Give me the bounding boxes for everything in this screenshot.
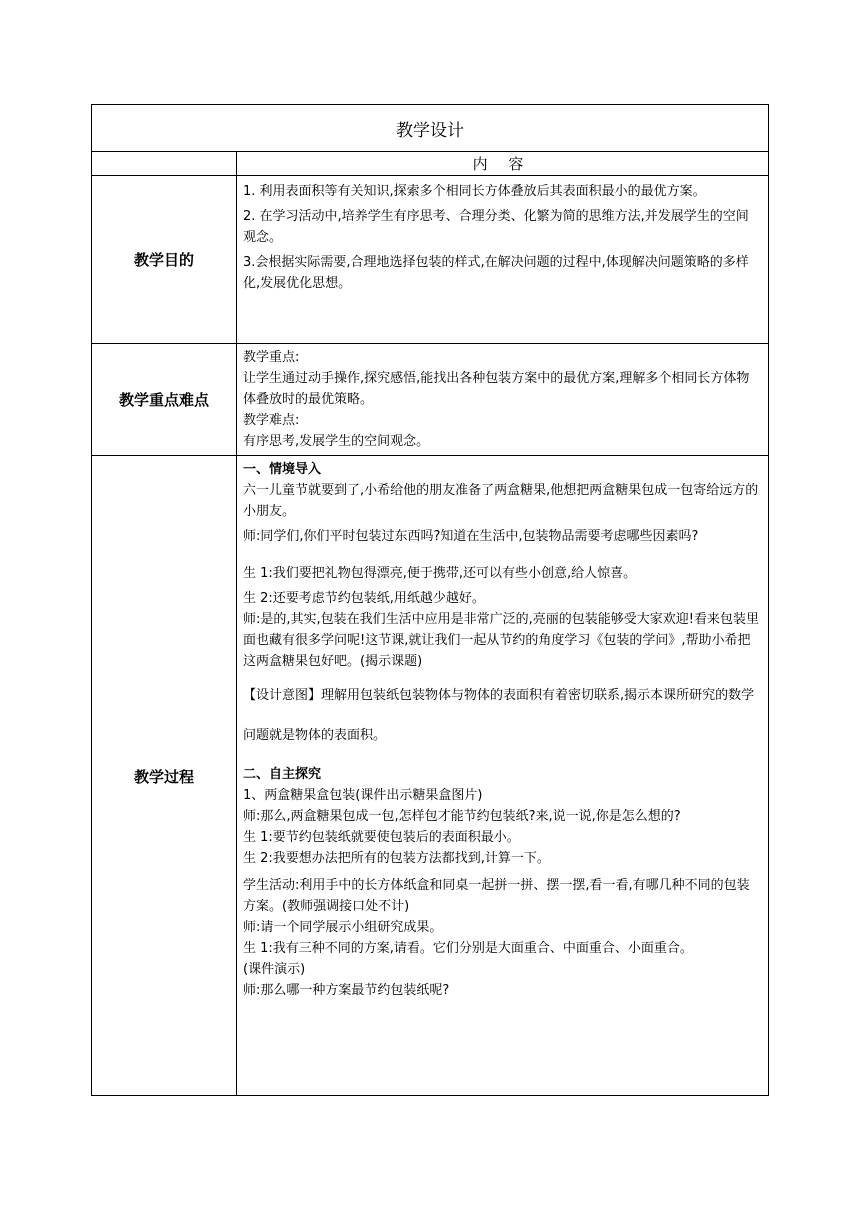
difficulty-text: 有序思考,发展学生的空间观念。 [243,434,430,449]
paragraph: 生 1:我们要把礼物包得漂亮,便于携带,还可以有些小创意,给人惊喜。 [243,566,637,581]
paragraph: 师:请一个同学展示小组研究成果。 [243,920,443,935]
section-heading: 一、情境导入 [243,462,322,477]
paragraph: 1、两盒糖果盒包装(课件出示糖果盒图片) [243,788,483,803]
focus-text: 让学生通过动手操作,探究感悟,能找出各种包装方案中的最优方案,理解多个相同长方体物体叠放时的最优策略。 [243,371,750,407]
row-label-key-points: 教学重点难点 [118,390,209,409]
objectives-content [243,181,760,294]
paragraph: 师:同学们,你们平时包装过东西吗?知道在生活中,包装物品需要考虑哪些因素吗? [243,529,699,544]
table-title: 教学设计 [396,120,464,141]
key-points-content [243,347,760,452]
objective-item: 2. 在学习活动中,培养学生有序思考、合理分类、化繁为简的思维方法,并发展学生的空间观念。 [243,209,749,245]
objective-item: 1. 利用表面积等有关知识,探索多个相同长方体叠放后其表面积最小的最优方案。 [243,184,706,199]
row-label-objectives: 教学目的 [133,250,194,269]
design-intent: 【设计意图】理解用包装纸包装物体与物体的表面积有着密切联系,揭示本课所研究的数学问题就是物体的表面积。 [243,688,755,743]
content-column-header: 内 容 [472,154,532,173]
paragraph: 学生活动:利用手中的长方体纸盒和同桌一起拼一拼、摆一摆,看一看,有哪几种不同的包装方案。(教师强调接口处不计) [243,878,750,914]
difficulty-heading: 教学难点: [243,413,300,428]
focus-heading: 教学重点: [243,350,300,365]
row-label-process: 教学过程 [133,767,194,786]
lesson-plan-table [91,104,769,1096]
paragraph: 六一儿童节就要到了,小希给他的朋友准备了两盒糖果,他想把两盒糖果包成一包寄给远方的小朋友。 [243,483,759,519]
process-content [243,459,760,1001]
paragraph: 生 1:我有三种不同的方案,请看。它们分别是大面重合、中面重合、小面重合。 [243,941,693,956]
paragraph: 生 2:我要想办法把所有的包装方法都找到,计算一下。 [243,851,550,866]
paragraph: 生 2:还要考虑节约包装纸,用纸越少越好。 [243,591,485,606]
section-heading: 二、自主探究 [243,767,322,782]
column-divider [236,151,237,1095]
paragraph: 师:那么,两盒糖果包成一包,怎样包才能节约包装纸?来,说一说,你是怎么想的? [243,809,681,824]
paragraph: 师:那么哪一种方案最节约包装纸呢? [243,983,450,998]
objective-item: 3.会根据实际需要,合理地选择包装的样式,在解决问题的过程中,体现解决问题策略的多样化,发展优化思想。 [243,255,749,291]
paragraph: 师:是的,其实,包装在我们生活中应用是非常广泛的,亮丽的包装能够受大家欢迎!看来包装里面也藏有很多学问呢!这节课,就让我们一起从节约的角度学习《包装的学问》,帮助小希把这两盒糖果包好吧。(揭示课题) [243,612,759,669]
paragraph: (课件演示) [243,962,306,977]
paragraph: 生 1:要节约包装纸就要使包装后的表面积最小。 [243,830,520,845]
